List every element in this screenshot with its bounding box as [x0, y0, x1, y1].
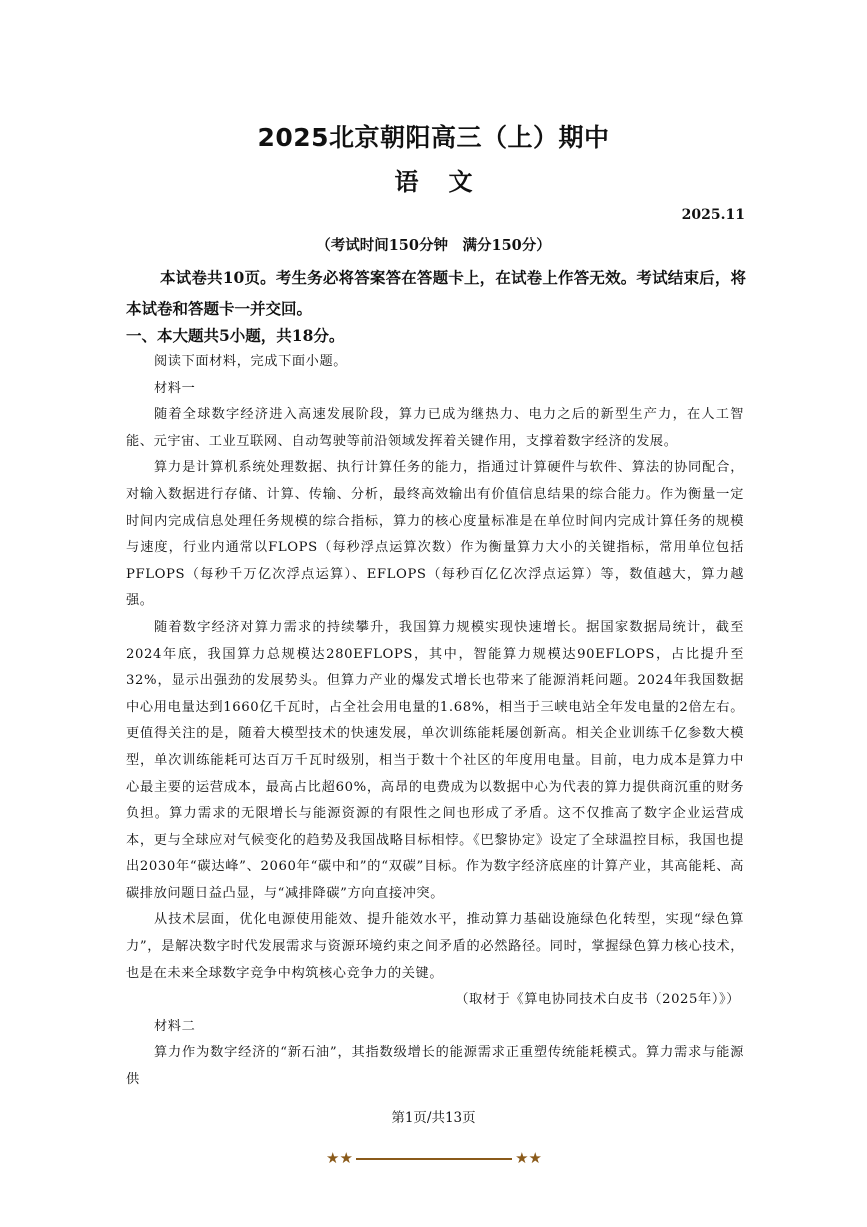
reading-passage: [126, 349, 744, 1094]
star-icon: ★★: [326, 1149, 353, 1167]
material-1-paragraph: 随着数字经济对算力需求的持续攀升，我国算力规模实现快速增长。据国家数据局统计，截至2024年底，我国算力总规模达280EFLOPS，其中，智能算力规模达90EFLOPS，占比提升至32%，显示出强劲的发展势头。但算力产业的爆发式增长也带来了能源消耗问题。2024年我国数据中心用电量达到1660亿千瓦时，占全社会用电量的1.68%，相当于三峡电站全年发电量的2倍左右。更值得关注的是，随着大模型技术的快速发展，单次训练能耗屡创新高。相关企业训练千亿参数大模型，单次训练能耗可达百万千瓦时级别，相当于数十个社区的年度用电量。目前，电力成本是算力中心最主要的运营成本，最高占比超60%，高昂的电费成为以数据中心为代表的算力提供商沉重的财务负担。算力需求的无限增长与能源资源的有限性之间也形成了矛盾。这不仅推高了数字企业运营成本，更与全球应对气候变化的趋势及我国战略目标相悖。《巴黎协定》设定了全球温控目标，我国也提出2030年“碳达峰”、2060年“碳中和”的“双碳”目标。作为数字经济底座的计算产业，其高能耗、高碳排放问题日益凸显，与“减排降碳”方向直接冲突。: [126, 619, 744, 901]
material-1-paragraph: 随着全球数字经济进入高速发展阶段，算力已成为继热力、电力之后的新型生产力，在人工智能、元宇宙、工业互联网、自动驾驶等前沿领域发挥着关键作用，支撑着数字经济的发展。: [126, 407, 744, 449]
material-1-paragraph: 从技术层面，优化电源使用能效、提升能效水平，推动算力基础设施绿色化转型，实现“绿色算力”，是解决数字时代发展需求与资源环境约束之间矛盾的必然路径。同时，掌握绿色算力核心技术，也是在未来全球数字竞争中构筑核心竞争力的关键。: [126, 912, 744, 981]
exam-title: 2025北京朝阳高三（上）期中: [257, 123, 610, 152]
material-2-label: 材料二: [154, 1018, 196, 1034]
material-1-paragraph: 算力是计算机系统处理数据、执行计算任务的能力，指通过计算硬件与软件、算法的协同配合，对输入数据进行存储、计算、传输、分析，最终高效输出有价值信息结果的综合能力。作为衡量一定时间内完成信息处理任务规模的综合指标，算力的核心度量标准是在单位时间内完成计算任务的规模与速度，行业内通常以FLOPS（每秒浮点运算次数）作为衡量算力大小的关键指标，常用单位包括PFLOPS（每秒千万亿次浮点运算）、EFLOPS（每秒百亿亿次浮点运算）等，数值越大，算力越强。: [126, 460, 744, 609]
exam-notice: 本试卷共10页。考生务必将答案答在答题卡上，在试卷上作答无效。考试结束后，将本试卷和答题卡一并交回。: [126, 268, 746, 318]
footer-decoration: [326, 1148, 542, 1168]
page-number: 第1页/共13页: [391, 1110, 476, 1126]
material-2-paragraph: 算力作为数字经济的“新石油”，其指数级增长的能源需求正重塑传统能耗模式。算力需求与能源供: [126, 1045, 744, 1088]
section-heading: 一、本大题共5小题，共18分。: [126, 326, 345, 345]
star-icon: ★★: [515, 1149, 542, 1167]
material-1-label: 材料一: [154, 380, 196, 396]
exam-time-info: （考试时间150分钟 满分150分）: [316, 237, 551, 254]
decorative-line: [356, 1158, 512, 1160]
reading-instruction: 阅读下面材料，完成下面小题。: [154, 354, 348, 369]
exam-subject: 语文: [394, 168, 503, 196]
exam-date: 2025.11: [681, 207, 745, 223]
material-1-source: （取材于《算电协同技术白皮书（2025年）》）: [455, 992, 740, 1008]
